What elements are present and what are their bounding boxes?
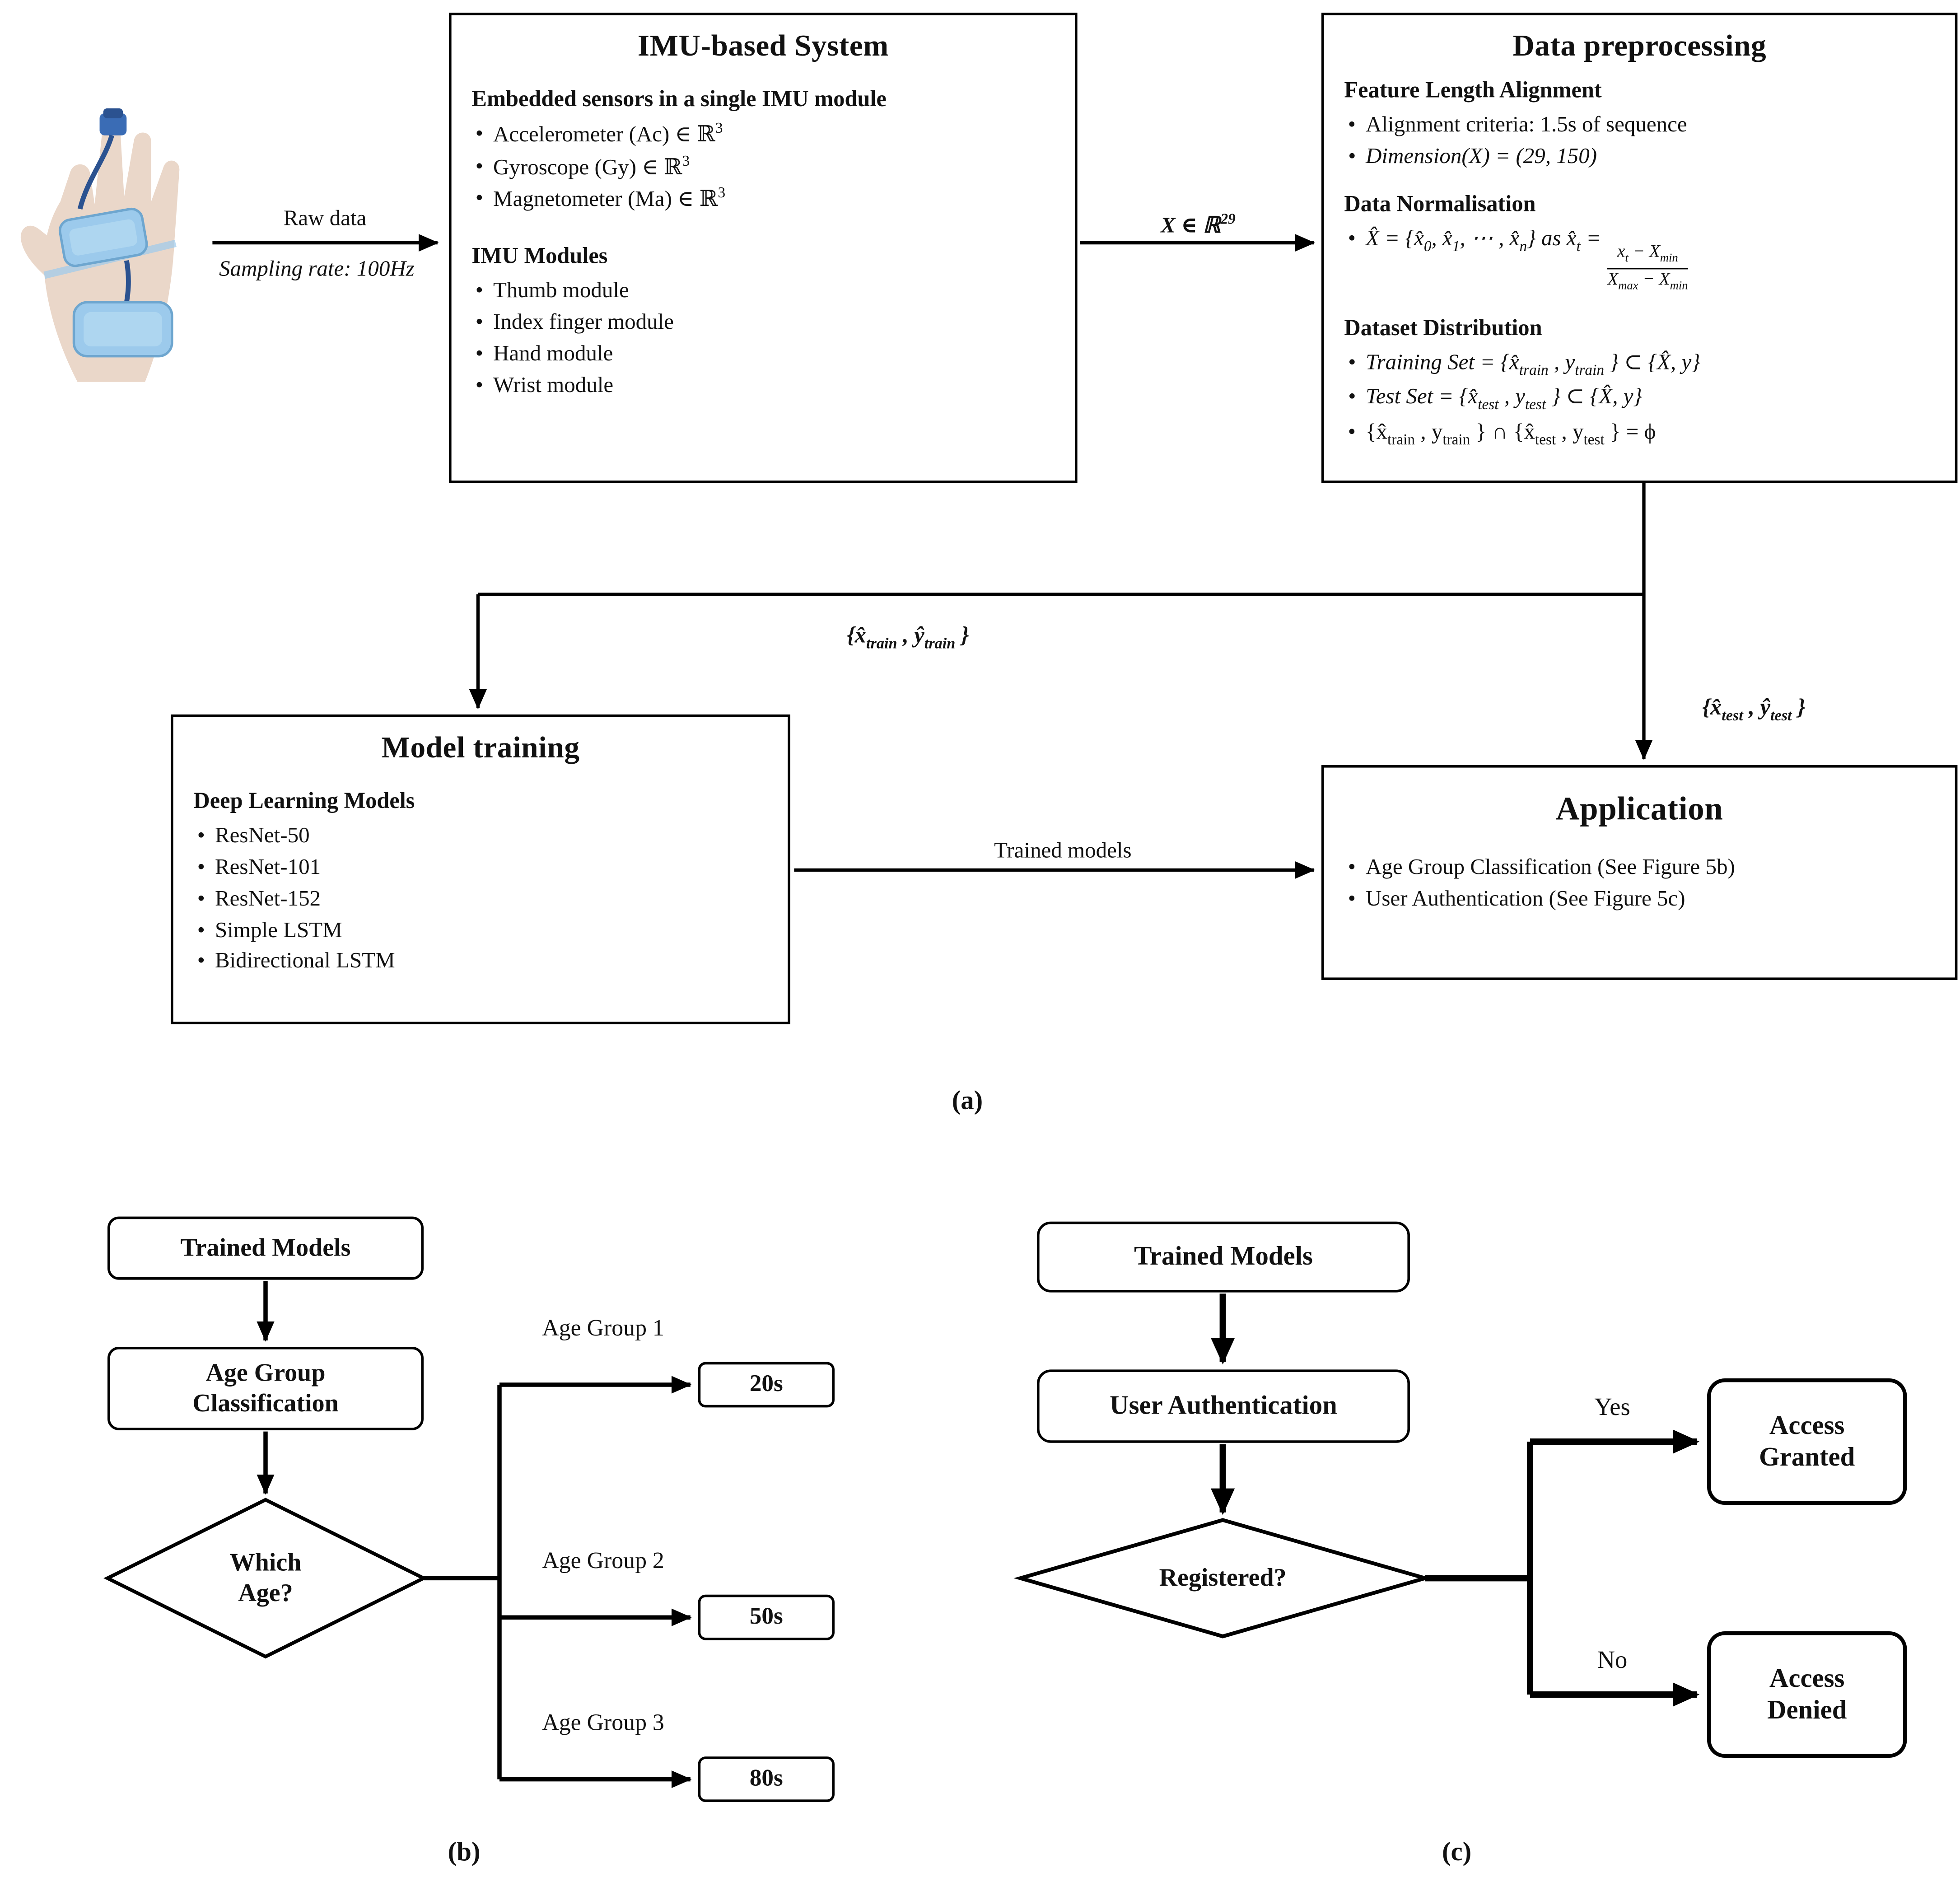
hand-illustration <box>6 96 215 384</box>
distribution-heading: Dataset Distribution <box>1344 314 1542 340</box>
imu-system-content <box>452 65 1075 400</box>
imu-system-title: IMU-based System <box>637 30 889 63</box>
c-yes-label: Yes <box>1594 1395 1630 1422</box>
raw-data-label: Raw data <box>283 205 367 230</box>
alignment-list <box>1344 109 1940 172</box>
b-result-50s-node: 50s <box>698 1595 835 1640</box>
b-decision-text: Which Age? <box>229 1549 302 1607</box>
train-branch-label: {$x̂_{train}$ , $ŷ_{train}$ } <box>847 622 969 652</box>
panel-b-label: (b) <box>448 1836 481 1867</box>
b-trained-models-node: Trained Models <box>107 1217 424 1280</box>
x-dimension-label: X ∈ ℝ$^{29}$ <box>1161 210 1236 238</box>
trained-models-arrow-label: Trained models <box>994 837 1132 863</box>
sensor-item: • Magnetometer (Ma) ∈ ℝ$^3$ <box>471 182 1059 215</box>
model-item: • Simple LSTM <box>193 914 772 945</box>
model-item: • Bidirectional LSTM <box>193 945 772 977</box>
module-item: • Wrist module <box>471 369 1059 400</box>
hand-with-imu-photo <box>6 96 215 384</box>
distribution-item: • Training Set = {$x̂_{train}$ , $y_{train}$ } ⊂ {X̂, y} <box>1344 346 1940 381</box>
modules-list <box>471 275 1059 400</box>
b-branch2-label: Age Group 2 <box>542 1549 664 1574</box>
model-training-box <box>171 714 790 1024</box>
sampling-rate-label: Sampling rate: 100Hz <box>219 255 415 281</box>
models-list <box>193 819 772 976</box>
deep-learning-models-heading: Deep Learning Models <box>193 788 415 813</box>
application-item: • Age Group Classification (See Figure 5b) <box>1344 851 1940 882</box>
preprocessing-box <box>1321 13 1957 483</box>
alignment-heading: Feature Length Alignment <box>1344 77 1602 103</box>
normalisation-fraction <box>1607 242 1688 296</box>
model-training-content <box>173 766 788 976</box>
wrist-imu-module <box>74 302 172 356</box>
c-no-label: No <box>1597 1648 1628 1675</box>
application-list <box>1344 851 1940 914</box>
test-branch-label: {$x̂_{test}$ , $ŷ_{test}$ } <box>1702 694 1806 724</box>
model-item: • ResNet-152 <box>193 882 772 914</box>
preprocessing-title: Data preprocessing <box>1512 30 1767 63</box>
distribution-item: • Test Set = {$x̂_{test}$ , $y_{test}$ } ⊂ {X̂, y} <box>1344 381 1940 416</box>
alignment-item: • Alignment criteria: 1.5s of sequence <box>1344 109 1940 140</box>
sensors-list <box>471 117 1059 215</box>
sensor-item: • Gyroscope (Gy) ∈ ℝ$^3$ <box>471 150 1059 182</box>
model-item: • ResNet-50 <box>193 819 772 851</box>
sensors-heading: Embedded sensors in a single IMU module <box>471 86 887 112</box>
panel-a-label: (a) <box>952 1085 983 1116</box>
c-trained-models-node: Trained Models <box>1037 1222 1410 1293</box>
b-branch3-label: Age Group 3 <box>542 1711 664 1737</box>
sensor-item: • Accelerometer (Ac) ∈ ℝ$^3$ <box>471 117 1059 150</box>
b-result-80s-node: 80s <box>698 1756 835 1802</box>
c-access-granted-node: Access Granted <box>1707 1378 1907 1505</box>
module-item: • Index finger module <box>471 306 1059 337</box>
module-item: • Hand module <box>471 337 1059 369</box>
imu-system-box <box>449 13 1078 483</box>
panel-c-label: (c) <box>1442 1836 1472 1867</box>
normalisation-lhs: X̂ = {$x̂_0$, $x̂_1$, ⋯ , $x̂_n$} as $x̂_t$ = <box>1366 224 1601 255</box>
b-branch1-label: Age Group 1 <box>542 1316 664 1342</box>
application-item: • User Authentication (See Figure 5c) <box>1344 882 1940 914</box>
distribution-item: • {$x̂_{train}$ , $y_{train}$ } ∩ {$x̂_{test}$ , $y_{test}$ } = ϕ <box>1344 416 1940 450</box>
model-item: • ResNet-101 <box>193 851 772 882</box>
module-item: • Thumb module <box>471 275 1059 306</box>
fraction-denominator: $X_{max} - X_{min}$ <box>1607 268 1688 296</box>
b-result-20s-node: 20s <box>698 1362 835 1408</box>
application-content <box>1324 828 1955 914</box>
model-training-title: Model training <box>381 732 580 765</box>
fraction-numerator: $x_t - X_{min}$ <box>1617 243 1678 266</box>
normalisation-heading: Data Normalisation <box>1344 190 1536 216</box>
normalisation-formula <box>1344 222 1940 296</box>
c-decision-text: Registered? <box>1159 1564 1287 1592</box>
c-user-authentication-node: User Authentication <box>1037 1369 1410 1443</box>
alignment-item: • Dimension(X) = (29, 150) <box>1344 140 1940 172</box>
normalisation-list <box>1344 222 1940 296</box>
distribution-list <box>1344 346 1940 450</box>
application-title: Application <box>1556 790 1723 827</box>
modules-heading: IMU Modules <box>471 243 608 268</box>
preprocessing-content <box>1324 65 1955 450</box>
b-age-group-classification-node: Age Group Classification <box>107 1347 424 1430</box>
application-box <box>1321 765 1957 980</box>
c-access-denied-node: Access Denied <box>1707 1631 1907 1758</box>
